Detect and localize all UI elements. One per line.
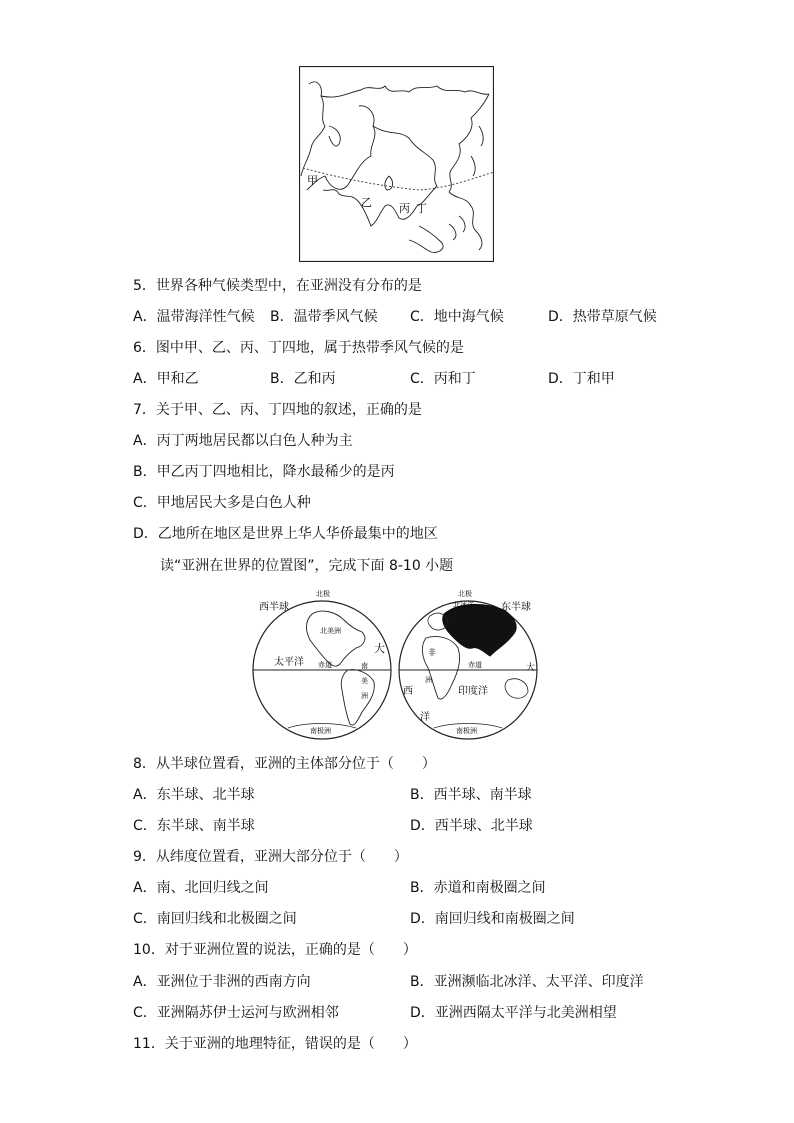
equator-label-west: 赤道 xyxy=(318,661,332,669)
north-america-label: 北美洲 xyxy=(320,627,341,635)
label-bing: 丙 xyxy=(399,202,410,215)
q8-option-c[interactable]: C．东半球、南半球 xyxy=(133,818,255,834)
label-jia: 甲 xyxy=(307,174,318,187)
q5-option-c[interactable]: C．地中海气候 xyxy=(410,309,504,325)
atlantic-da-label: 大 xyxy=(374,642,385,655)
q9-option-a[interactable]: A．南、北回归线之间 xyxy=(133,880,269,896)
q5-option-b[interactable]: B．温带季风气候 xyxy=(270,309,378,325)
eastern-hemisphere xyxy=(399,589,537,739)
asia-map-frame xyxy=(300,67,494,262)
q6-option-b[interactable]: B．乙和丙 xyxy=(270,371,336,387)
q10-option-c[interactable]: C．亚洲隔苏伊士运河与欧洲相邻 xyxy=(133,1005,339,1021)
south-america-char-zhou: 洲 xyxy=(361,692,368,700)
world-hemispheres-map xyxy=(252,586,542,746)
q9-option-b[interactable]: B．赤道和南极圈之间 xyxy=(410,880,546,896)
south-america-char-mei: 美 xyxy=(361,677,368,685)
arctic-ocean-label: 北冰洋 xyxy=(453,601,474,609)
equator-label-east: 赤道 xyxy=(468,661,482,669)
q7-option-a[interactable]: A．丙丁两地居民都以白色人种为主 xyxy=(133,433,353,449)
q7-option-b[interactable]: B．甲乙丙丁四地相比，降水最稀少的是丙 xyxy=(133,464,395,480)
atlantic-yang-label: 洋 xyxy=(420,712,430,723)
q10-stem: 10．对于亚洲位置的说法，正确的是（ ） xyxy=(133,942,417,958)
q9-stem: 9．从纬度位置看，亚洲大部分位于（ ） xyxy=(133,849,408,865)
label-yi: 乙 xyxy=(361,196,372,209)
western-hemisphere xyxy=(253,589,391,739)
pacific-da-label-east: 大 xyxy=(526,663,536,673)
antarctica-label-east: 南极洲 xyxy=(456,727,477,735)
q6-option-d[interactable]: D．丁和甲 xyxy=(548,371,615,387)
south-america-char-nan: 南 xyxy=(361,662,368,670)
indian-ocean-label: 印度洋 xyxy=(458,686,488,697)
q7-option-c[interactable]: C．甲地居民大多是白色人种 xyxy=(133,495,311,511)
q8-option-a[interactable]: A．东半球、北半球 xyxy=(133,787,255,803)
q10-option-a[interactable]: A．亚洲位于非洲的西南方向 xyxy=(133,974,311,990)
q5-option-d[interactable]: D．热带草原气候 xyxy=(548,309,657,325)
q6-stem: 6．图中甲、乙、丙、丁四地，属于热带季风气候的是 xyxy=(133,340,464,356)
q9-option-d[interactable]: D．南回归线和南极圈之间 xyxy=(410,911,575,927)
north-pole-label-east: 北极 xyxy=(458,590,472,598)
asia-map xyxy=(299,66,494,262)
atlantic-xi-label: 西 xyxy=(403,686,413,697)
q6-option-a[interactable]: A．甲和乙 xyxy=(133,371,199,387)
north-pole-label-west: 北极 xyxy=(316,590,330,598)
reading-instruction: 读“亚洲在世界的位置图”，完成下面 8-10 小题 xyxy=(160,558,454,574)
label-ding: 丁 xyxy=(416,202,427,215)
antarctica-label-west: 南极洲 xyxy=(310,727,331,735)
q10-option-b[interactable]: B．亚洲濒临北冰洋、太平洋、印度洋 xyxy=(410,974,644,990)
q11-stem: 11．关于亚洲的地理特征，错误的是（ ） xyxy=(133,1036,417,1052)
q5-option-a[interactable]: A．温带海洋性气候 xyxy=(133,309,255,325)
pacific-label: 太平洋 xyxy=(274,657,304,668)
africa-label: 非 xyxy=(428,648,436,657)
east-hemisphere-label: 东半球 xyxy=(501,602,531,613)
q8-option-d[interactable]: D．西半球、北半球 xyxy=(410,818,533,834)
west-hemisphere-label: 西半球 xyxy=(259,602,289,613)
q9-option-c[interactable]: C．南回归线和北极圈之间 xyxy=(133,911,297,927)
q10-option-d[interactable]: D．亚洲西隔太平洋与北美洲相望 xyxy=(410,1005,617,1021)
q7-stem: 7．关于甲、乙、丙、丁四地的叙述，正确的是 xyxy=(133,402,422,418)
q8-stem: 8．从半球位置看，亚洲的主体部分位于（ ） xyxy=(133,756,436,772)
q5-stem: 5．世界各种气候类型中，在亚洲没有分布的是 xyxy=(133,278,422,294)
q8-option-b[interactable]: B．西半球、南半球 xyxy=(410,787,532,803)
africa-zhou-label: 洲 xyxy=(425,676,432,684)
q6-option-c[interactable]: C．丙和丁 xyxy=(410,371,476,387)
q7-option-d[interactable]: D．乙地所在地区是世界上华人华侨最集中的地区 xyxy=(133,526,438,542)
